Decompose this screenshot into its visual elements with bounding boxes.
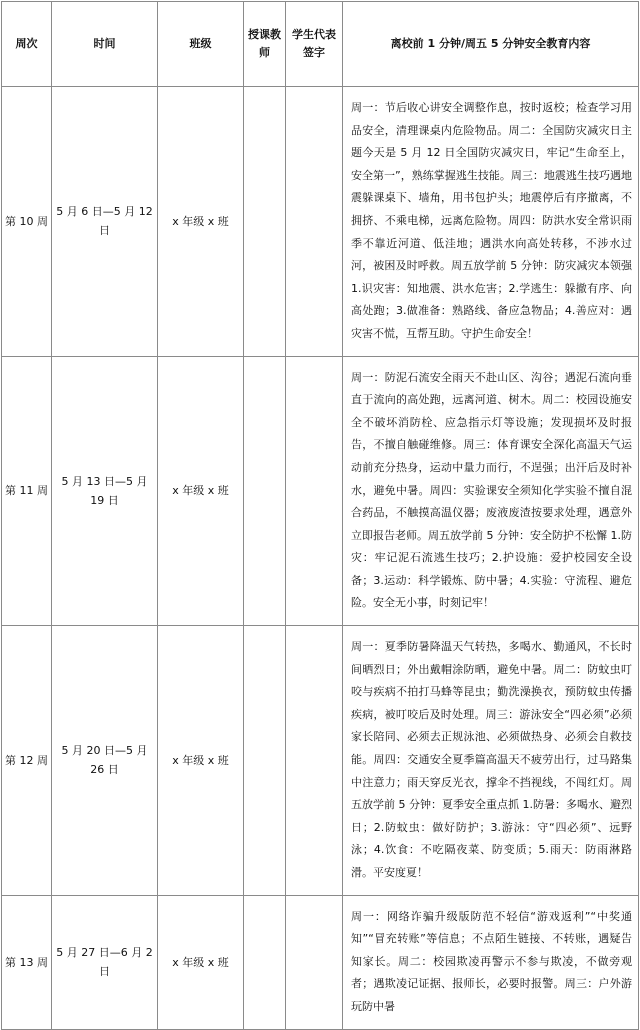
table-row: [2, 356, 639, 626]
time-cell: 5 月 20 日—5 月 26 日: [52, 626, 158, 896]
sign-cell[interactable]: [286, 356, 343, 626]
table-row: [2, 895, 639, 1029]
teacher-cell[interactable]: [244, 626, 286, 896]
time-cell: 5 月 13 日—5 月 19 日: [52, 356, 158, 626]
sign-cell[interactable]: [286, 895, 343, 1029]
week-cell: 第 11 周: [2, 356, 52, 626]
week-cell: 第 10 周: [2, 87, 52, 357]
week-cell: 第 13 周: [2, 895, 52, 1029]
time-cell: 5 月 6 日—5 月 12 日: [52, 87, 158, 357]
class-cell: x 年级 x 班: [158, 87, 244, 357]
header-sign: 学生代表签字: [286, 2, 343, 87]
header-time: 时间: [52, 2, 158, 87]
content-cell: 周一：节后收心讲安全调整作息，按时返校；检查学习用品安全，清理课桌内危险物品。周二：全国防灾减灾日主题今天是 5 月 12 日全国防灾减灾日，牢记“生命至上，安全第一”，熟练掌握逃生技能。周三：地震逃生技巧遇地震躲课桌下、墙角，用书包护头；地震停后有序撤离，不拥挤、不乘电梯，远离危险物。周四：防洪水安全常识雨季不靠近河道、低洼地；遇洪水向高处转移，不涉水过河，被困及时呼救。周五放学前 5 分钟：防灾减灾本领强 1.识灾害：知地震、洪水危害；2.学逃生：躲撤有序、向高处跑；3.做准备：熟路线、备应急物品；4.善应对：遇灾害不慌，互帮互助。守护生命安全！: [343, 87, 639, 357]
content-cell: 周一：防泥石流安全雨天不赴山区、沟谷；遇泥石流向垂直于流向的高处跑，远离河道、树木。周二：校园设施安全不破坏消防栓、应急指示灯等设施；发现损坏及时报告，不擅自触碰维修。周三：体育课安全深化高温天气运动前充分热身，运动中量力而行，不逞强；出汗后及时补水，避免中暑。周四：实验课安全须知化学实验不擅自混合药品，不触摸高温仪器；废液废渣按要求处理，遇意外立即报告老师。周五放学前 5 分钟：安全防护不松懈 1.防灾：牢记泥石流逃生技巧；2.护设施：爱护校园安全设备；3.运动：科学锻炼、防中暑；4.实验：守流程、避危险。安全无小事，时刻记牢！: [343, 356, 639, 626]
teacher-cell[interactable]: [244, 87, 286, 357]
class-cell: x 年级 x 班: [158, 356, 244, 626]
teacher-cell[interactable]: [244, 895, 286, 1029]
class-cell: x 年级 x 班: [158, 626, 244, 896]
class-cell: x 年级 x 班: [158, 895, 244, 1029]
teacher-cell[interactable]: [244, 356, 286, 626]
table-row: [2, 626, 639, 896]
header-row: [2, 2, 639, 87]
time-cell: 5 月 27 日—6 月 2 日: [52, 895, 158, 1029]
safety-education-table: [1, 1, 639, 1030]
week-cell: 第 12 周: [2, 626, 52, 896]
sign-cell[interactable]: [286, 87, 343, 357]
table-row: [2, 87, 639, 357]
header-content: 离校前 1 分钟/周五 5 分钟安全教育内容: [343, 2, 639, 87]
sign-cell[interactable]: [286, 626, 343, 896]
content-cell: 周一：网络诈骗升级版防范不轻信“游戏返利”“中奖通知”“冒充转账”等信息；不点陌生链接、不转账，遇疑告知家长。周二：校园欺凌再警示不参与欺凌，不做旁观者；遇欺凌记证据、报师长，必要时报警。周三：户外游玩防中暑: [343, 895, 639, 1029]
header-class: 班级: [158, 2, 244, 87]
content-cell: 周一：夏季防暑降温天气转热，多喝水、勤通风，不长时间晒烈日；外出戴帽涂防晒，避免中暑。周二：防蚊虫叮咬与疾病不拍打马蜂等昆虫；勤洗澡换衣，预防蚊虫传播疾病，被叮咬后及时处理。周三：游泳安全“四必须”必须家长陪同、必须去正规泳池、必须做热身、必须会自救技能。周四：交通安全夏季篇高温天不疲劳出行，过马路集中注意力；雨天穿反光衣，撑伞不挡视线，不闯红灯。周五放学前 5 分钟：夏季安全重点抓 1.防暑：多喝水、避烈日；2.防蚊虫：做好防护；3.游泳：守“四必须”、远野泳；4.饮食：不吃隔夜菜、防变质；5.雨天：防雨淋路滑。平安度夏！: [343, 626, 639, 896]
header-teacher: 授课教师: [244, 2, 286, 87]
header-week: 周次: [2, 2, 52, 87]
